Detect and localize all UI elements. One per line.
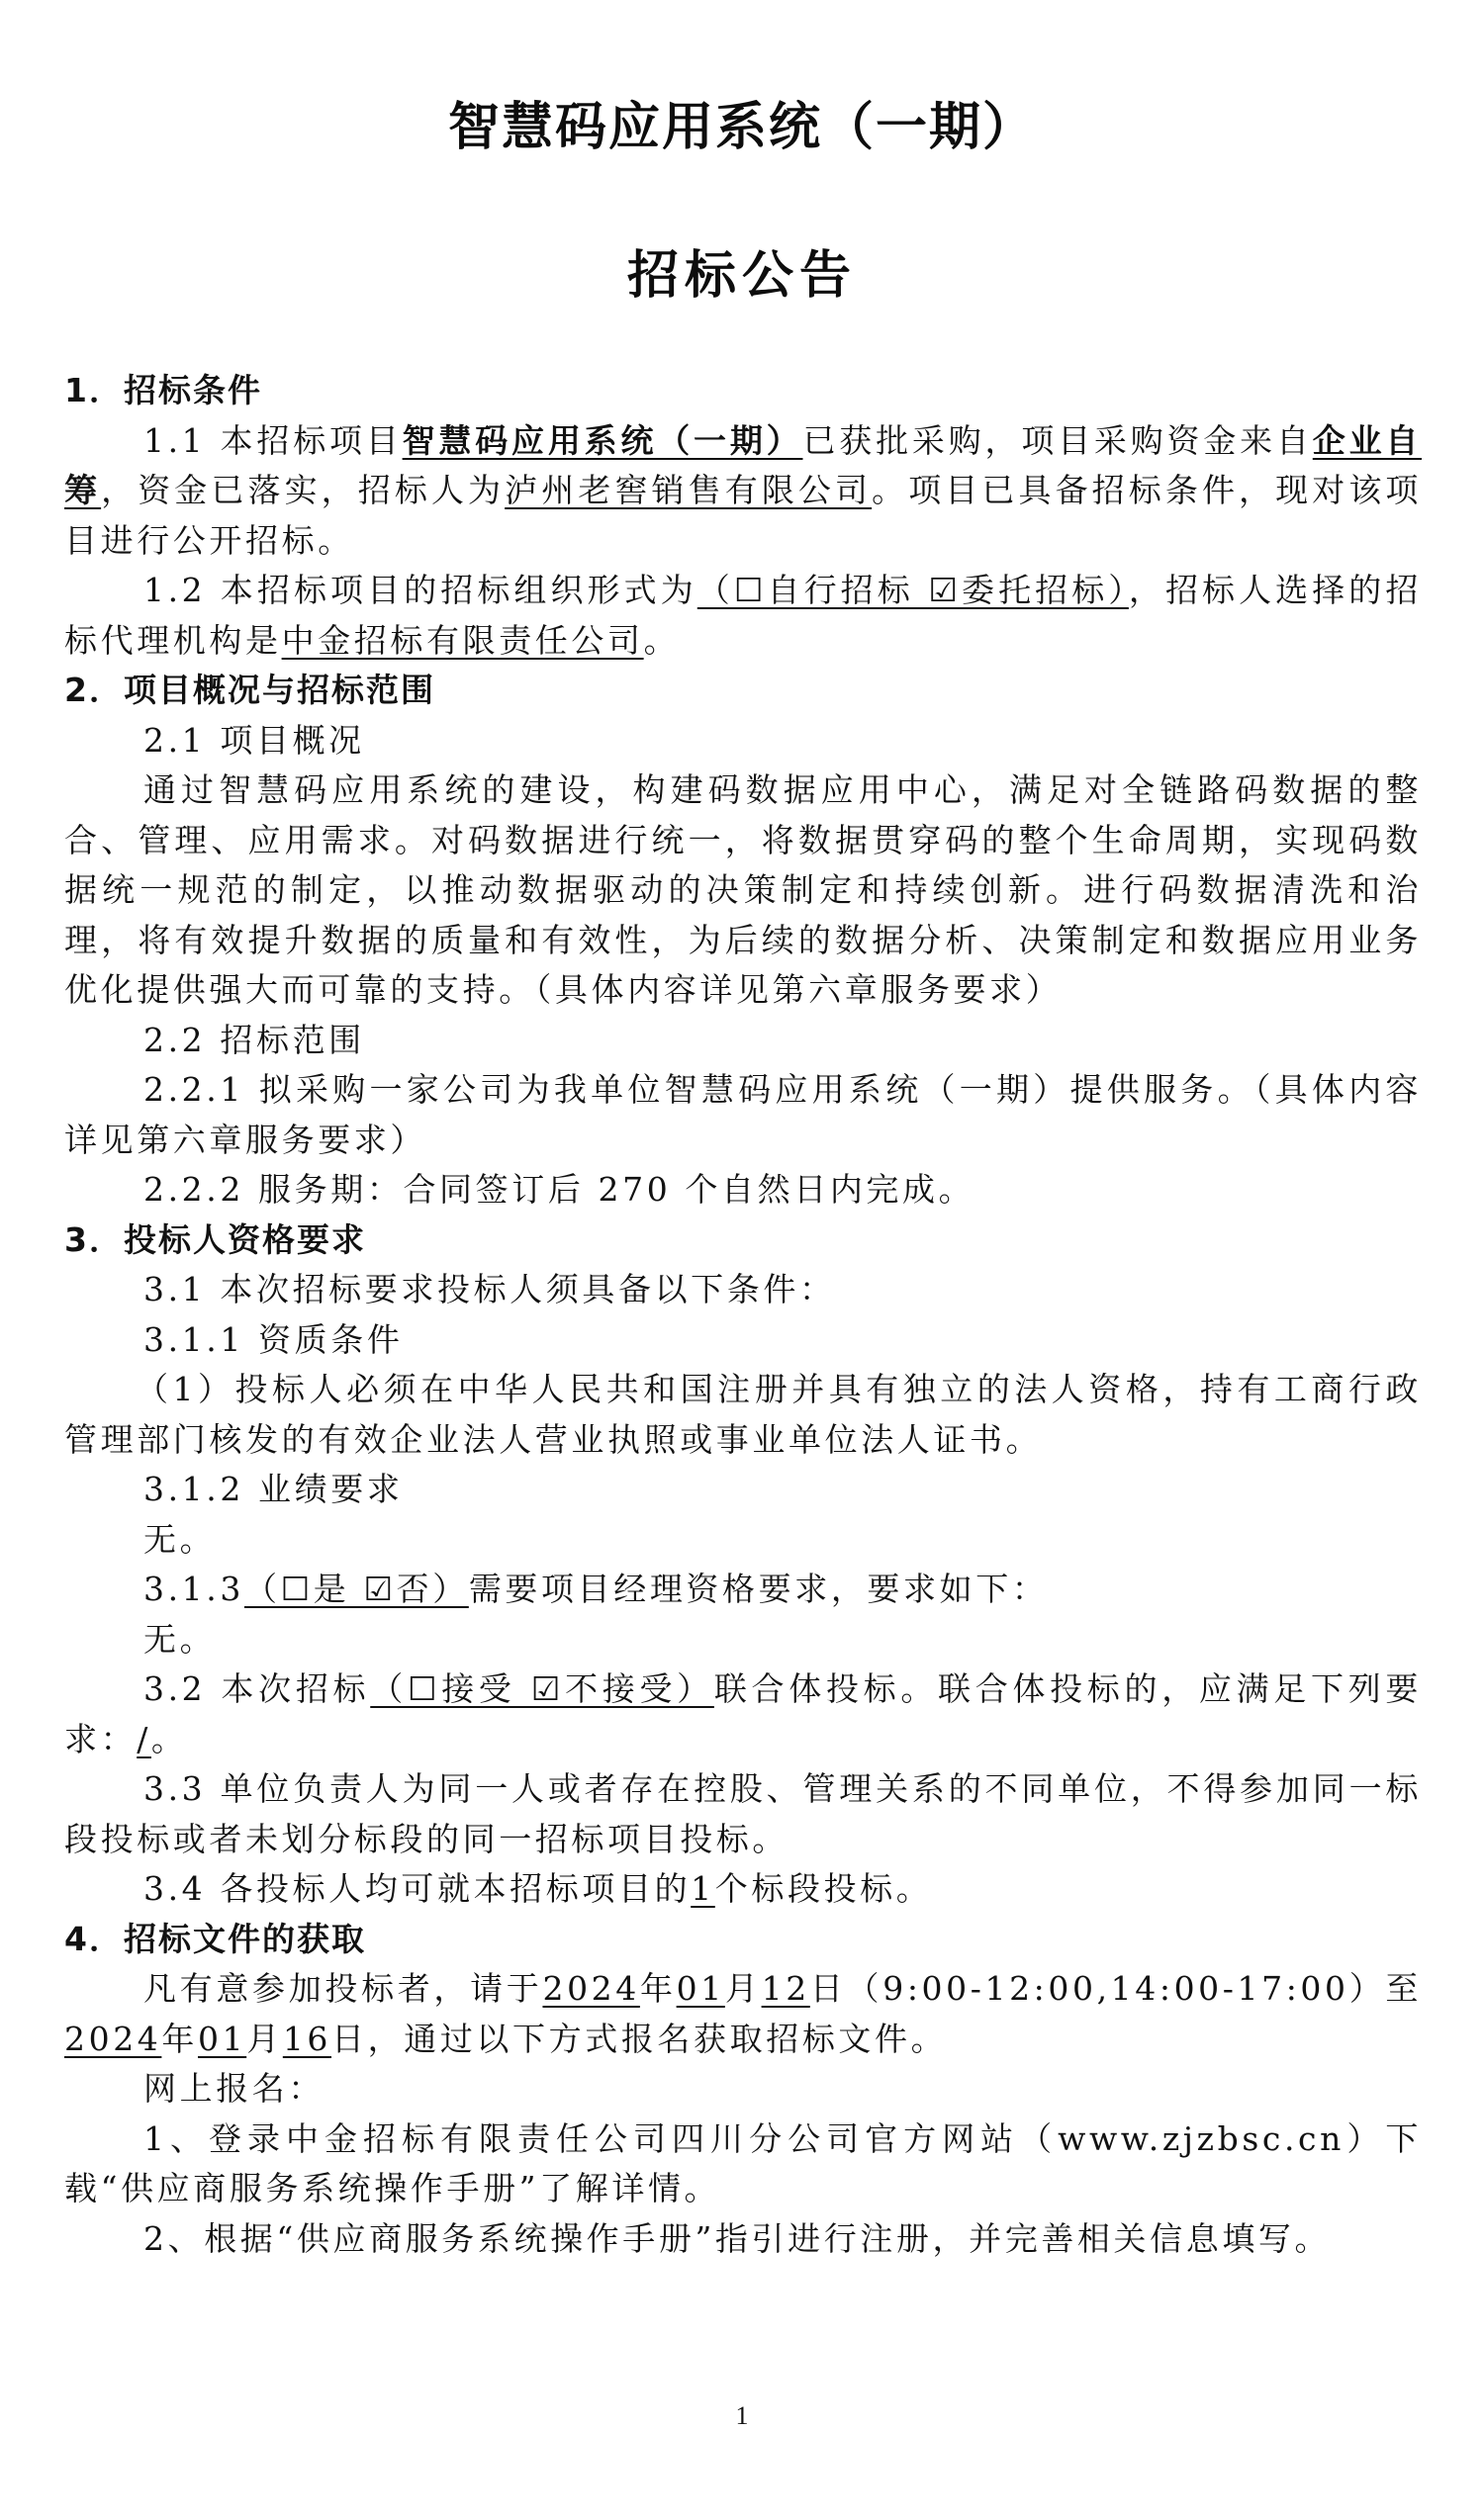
text-segment: （1）投标人必须在中华人民共和国注册并具有独立的法人资格，持有工商行政管理部门核发的有效企业法人营业执照或事业单位法人证书。 bbox=[64, 1370, 1422, 1459]
paragraph bbox=[64, 2064, 1422, 2115]
document-subtitle: 招标公告 bbox=[626, 246, 857, 306]
paragraph bbox=[64, 1265, 1422, 1315]
underlined-field: 1 bbox=[691, 1869, 715, 1908]
text-segment: 1．招标条件 bbox=[64, 371, 262, 409]
text-segment: 3.1 本次招标要求投标人须具备以下条件： bbox=[143, 1270, 836, 1308]
paragraph bbox=[64, 1165, 1422, 1215]
text-segment: 。项目已具备招标条件，现对该项目进行公开招标。 bbox=[64, 471, 1423, 560]
text-segment: 通过智慧码应用系统的建设，构建码数据应用中心，满足对全链路码数据的整合、管理、应用需求。对码数据进行统一，将数据贯穿码的整个生命周期，实现码数据统一规范的制定，以推动数据驱动的决策制定和持续创新。进行码数据清洗和治理，将有效提升数据的质量和有效性，为后续的数据分析、决策制定和数据应用业务优化提供强大而可靠的支持。（具体内容详见第六章服务要求） bbox=[64, 770, 1422, 1009]
underlined-field: 01 bbox=[676, 1969, 725, 2008]
document-title: 智慧码应用系统（一期） bbox=[447, 98, 1036, 157]
text-segment: 无。 bbox=[143, 1619, 217, 1659]
text-segment: 需要项目经理资格要求，要求如下： bbox=[468, 1570, 1049, 1608]
text-segment: 年 bbox=[161, 2019, 198, 2058]
text-segment: 网上报名： bbox=[143, 2069, 325, 2108]
text-segment: 3．投标人资格要求 bbox=[64, 1219, 366, 1259]
text-segment: 3.1.3 bbox=[143, 1570, 244, 1608]
text-segment: 3.4 各投标人均可就本招标项目的 bbox=[143, 1869, 692, 1908]
paragraph bbox=[64, 1365, 1422, 1465]
text-segment: 无。 bbox=[143, 1519, 217, 1559]
underlined-field: 01 bbox=[198, 2019, 247, 2058]
underlined-field: 中金招标有限责任公司 bbox=[281, 620, 644, 660]
paragraph bbox=[64, 2115, 1422, 2214]
text-segment: 。 bbox=[150, 1719, 188, 1758]
text-segment: 日，通过以下方式报名获取招标文件。 bbox=[331, 2019, 948, 2058]
text-segment: 4．招标文件的获取 bbox=[64, 1919, 366, 1958]
paragraph bbox=[64, 566, 1422, 666]
text-segment: 3.1.2 业绩要求 bbox=[143, 1470, 404, 1508]
text-segment: ，资金已落实，招标人为 bbox=[101, 471, 506, 509]
text-segment: 2.1 项目概况 bbox=[143, 720, 365, 760]
paragraph bbox=[64, 1565, 1422, 1615]
section-heading bbox=[64, 1915, 1422, 1965]
text-segment: 凡有意参加投标者，请于 bbox=[143, 1969, 543, 2008]
text-segment: ，招标人选择的招标代理机构是 bbox=[64, 571, 1422, 660]
paragraph bbox=[64, 2214, 1422, 2265]
text-segment: 1、登录中金招标有限责任公司四川分公司官方网站（www.zjzbsc.cn）下载“供应商服务系统操作手册”了解详情。 bbox=[64, 2118, 1422, 2207]
text-segment: 个标段投标。 bbox=[714, 1869, 933, 1908]
text-segment: 3.3 单位负责人为同一人或者存在控股、管理关系的不同单位，不得参加同一标段投标或者未划分标段的同一招标项目投标。 bbox=[64, 1769, 1422, 1858]
paragraph bbox=[64, 1615, 1422, 1665]
section-heading bbox=[64, 666, 1422, 716]
paragraph bbox=[64, 1515, 1422, 1566]
paragraph bbox=[64, 1665, 1422, 1764]
paragraph bbox=[64, 1065, 1422, 1165]
underlined-field: （☐自行招标 ☑委托招标） bbox=[696, 571, 1129, 609]
paragraph bbox=[64, 416, 1422, 567]
paragraph bbox=[64, 1016, 1422, 1066]
text-segment: 3.1.1 资质条件 bbox=[143, 1319, 404, 1359]
paragraph bbox=[64, 716, 1422, 766]
paragraph bbox=[64, 1964, 1422, 2064]
document-body bbox=[64, 366, 1422, 2264]
underlined-field: 2024 bbox=[64, 2019, 162, 2058]
text-segment: 2.2 招标范围 bbox=[143, 1020, 365, 1059]
page-number: 1 bbox=[735, 2401, 749, 2430]
text-segment: 3.2 本次招标 bbox=[143, 1669, 371, 1708]
text-segment: 2.2.2 服务期：合同签订后 270 个自然日内完成。 bbox=[143, 1170, 975, 1209]
paragraph bbox=[64, 765, 1422, 1016]
text-segment: 1.2 本招标项目的招标组织形式为 bbox=[143, 571, 697, 609]
text-segment: 年 bbox=[639, 1969, 677, 2008]
paragraph bbox=[64, 1864, 1422, 1915]
underlined-field: / bbox=[137, 1719, 151, 1758]
text-segment: 1.1 本招标项目 bbox=[143, 420, 403, 460]
text-segment: 2．项目概况与招标范围 bbox=[64, 671, 435, 709]
underlined-field: （☐是 ☑否） bbox=[243, 1570, 469, 1608]
paragraph bbox=[64, 1315, 1422, 1366]
section-heading bbox=[64, 1215, 1422, 1266]
section-heading bbox=[64, 366, 1422, 416]
text-segment: 2.2.1 拟采购一家公司为我单位智慧码应用系统（一期）提供服务。（具体内容详见第六章服务要求） bbox=[64, 1070, 1422, 1159]
text-segment: 已获批采购，项目采购资金来自 bbox=[802, 420, 1313, 460]
underlined-field: 企业自筹 bbox=[64, 420, 1422, 509]
underlined-field: 泸州老窖销售有限公司 bbox=[505, 471, 873, 509]
underlined-field: 智慧码应用系统（一期） bbox=[402, 420, 803, 460]
underlined-field: （☐接受 ☑不接受） bbox=[370, 1669, 714, 1708]
underlined-field: 2024 bbox=[542, 1969, 640, 2008]
underlined-field: 16 bbox=[282, 2019, 332, 2058]
paragraph bbox=[64, 1465, 1422, 1515]
text-segment: 联合体投标。联合体投标的，应满足下列要求： bbox=[64, 1669, 1422, 1758]
text-segment: 月 bbox=[724, 1969, 762, 2008]
text-segment: 2、根据“供应商服务系统操作手册”指引进行注册，并完善相关信息填写。 bbox=[143, 2218, 1332, 2258]
text-segment: 月 bbox=[246, 2019, 283, 2058]
underlined-field: 12 bbox=[761, 1969, 810, 2008]
text-segment: 日（9:00-12:00,14:00-17:00）至 bbox=[809, 1969, 1422, 2008]
text-segment: 。 bbox=[643, 620, 681, 660]
paragraph bbox=[64, 1764, 1422, 1864]
